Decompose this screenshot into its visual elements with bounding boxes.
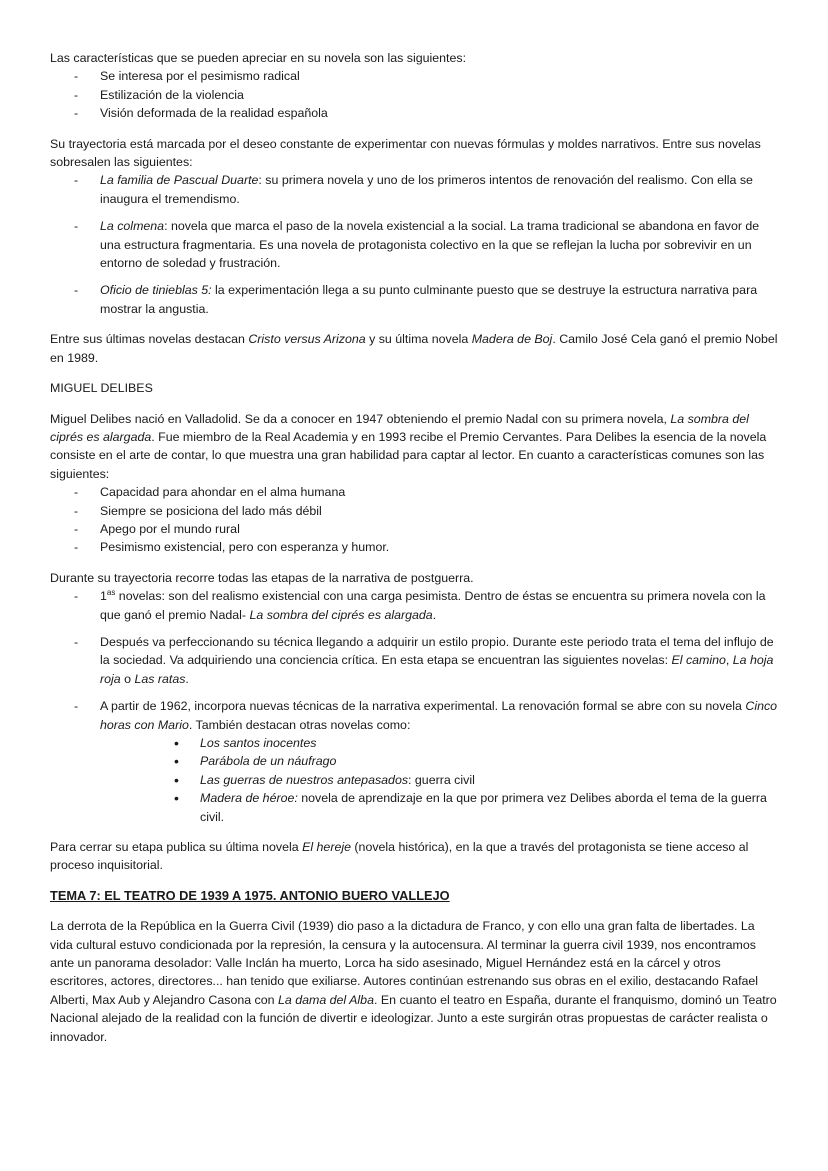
- list-item: • Madera de héroe: novela de aprendizaje en la que por primera vez Delibes aborda el tema de la guerra civil.: [50, 789, 778, 826]
- delibes-trayectoria: Durante su trayectoria recorre todas las etapas de la narrativa de postguerra.: [50, 570, 474, 585]
- list-item: [50, 217, 778, 272]
- novel-description: : novela que marca el paso de la novela existencial a la social. La trama tradicional se abandona en favor de una estructura fragmentaria. Es una novela de protagonista colectivo en la que se reflejan la lucha por sobrevivir en un entorno de soledad y frustración.: [100, 219, 760, 271]
- list-item: - Pesimismo existencial, pero con esperanza y humor.: [50, 538, 778, 556]
- cela-trayectoria: Su trayectoria está marcada por el deseo constante de experimentar con nuevas fórmulas y moldes narrativos. Entre sus novelas sobresalen las siguientes:: [50, 136, 761, 170]
- cela-novels-list: [50, 171, 778, 318]
- delibes-traits-list: [50, 483, 778, 557]
- list-item: - $1^{as}$ novelas: son del realismo existencial con una carga pesimista. Dentro de éstas se encuentra su primera novela con la que ganó el premio Nadal- La sombra del ciprés es alargada.: [50, 587, 778, 624]
- novel-description: la experimentación llega a su punto culminante puesto que se destruye la estructura narrativa para mostrar la angustia.: [100, 283, 758, 316]
- novel-description: : su primera novela y uno de los primeros intentos de renovación del realismo. Con ella se inaugura el tremendismo.: [100, 173, 753, 206]
- list-item: - Capacidad para ahondar en el alma humana: [50, 483, 778, 501]
- delibes-stages-list: [50, 587, 778, 826]
- list-item: [50, 281, 778, 318]
- tema7-paragraph: La derrota de la República en la Guerra Civil (1939) dio paso a la dictadura de Franco, y con ello una gran falta de libertades. La vida cultural estuvo condicionada por la represión, la censura y la autocensura. Al terminar la guerra civil 1939, nos encontramos ante un panorama desolador: Valle Inclán ha muerto, Lorca ha sido asesinado, Miguel Hernández está en la cárcel y otros escritores, actores, directores... han tenido que exiliarse. Autores continúan estrenando sus obras en el exilio, destacando Rafael Alberti, Max Aub y Alejandro Casona con La dama del Alba. En cuanto el teatro en España, durante el franquismo, dominó un Teatro Nacional alejado de la realidad con la función de divertir e ideologizar. Junto a este surgirán otras propuestas de carácter realista o innovador.: [50, 919, 777, 1044]
- tema7-heading: TEMA 7: EL TEATRO DE 1939 A 1975. ANTONIO BUERO VALLEJO: [50, 887, 450, 903]
- list-item: • Los santos inocentes: [50, 734, 778, 752]
- cela-last-novels: Entre sus últimas novelas destacan Cristo versus Arizona y su última novela Madera de Boj. Camilo José Cela ganó el premio Nobel en 1989.: [50, 332, 778, 365]
- novel-title: Oficio de tinieblas 5:: [100, 283, 212, 298]
- list-item: - A partir de 1962, incorpora nuevas técnicas de la narrativa experimental. La renovación formal se abre con su novela Cinco horas con Mario. También destacan otras novelas como: • Los santos inocentes • Parábola de un náufrago • Las guerras de nuestros antepasados: guerra civil • Madera de héroe: novela de aprendizaje en la que por primera vez Delibes aborda el tema de la guerra civil.: [50, 697, 778, 826]
- novel-title: La familia de Pascual Duarte: [100, 173, 259, 188]
- cela-intro: Las características que se pueden apreciar en su novela son las siguientes:: [50, 51, 467, 65]
- list-item: - Apego por el mundo rural: [50, 520, 778, 538]
- novel-title: La colmena: [100, 219, 165, 234]
- delibes-closing: Para cerrar su etapa publica su última novela El hereje (novela histórica), en la que a través del protagonista se tiene acceso al proceso inquisitorial.: [50, 840, 749, 873]
- list-item: - Estilización de la violencia: [50, 86, 778, 104]
- cela-traits-list: [50, 67, 778, 122]
- list-item: - Siempre se posiciona del lado más débil: [50, 502, 778, 520]
- list-item: • Parábola de un náufrago: [50, 752, 778, 770]
- list-item: • Las guerras de nuestros antepasados: guerra civil: [50, 771, 778, 789]
- document-page: [50, 49, 778, 1046]
- delibes-intro: Miguel Delibes nació en Valladolid. Se da a conocer en 1947 obteniendo el premio Nadal con su primera novela, La sombra del ciprés es alargada. Fue miembro de la Real Academia y en 1993 recibe el Premio Cervantes. Para Delibes la esencia de la novela consiste en el arte de contar, lo que muestra una gran habilidad para captar al lector. En cuanto a características comunes son las siguientes:: [50, 411, 767, 481]
- delibes-heading: MIGUEL DELIBES: [50, 381, 153, 396]
- list-item: - Después va perfeccionando su técnica llegando a adquirir un estilo propio. Durante este periodo trata el tema del influjo de la sociedad. Va adquiriendo una conciencia crítica. En esta etapa se encuentran las siguientes novelas: El camino, La hoja roja o Las ratas.: [50, 633, 778, 688]
- list-item: [50, 171, 778, 208]
- list-item: - Se interesa por el pesimismo radical: [50, 67, 778, 85]
- list-item: - Visión deformada de la realidad española: [50, 104, 778, 122]
- delibes-other-novels-list: [50, 734, 778, 826]
